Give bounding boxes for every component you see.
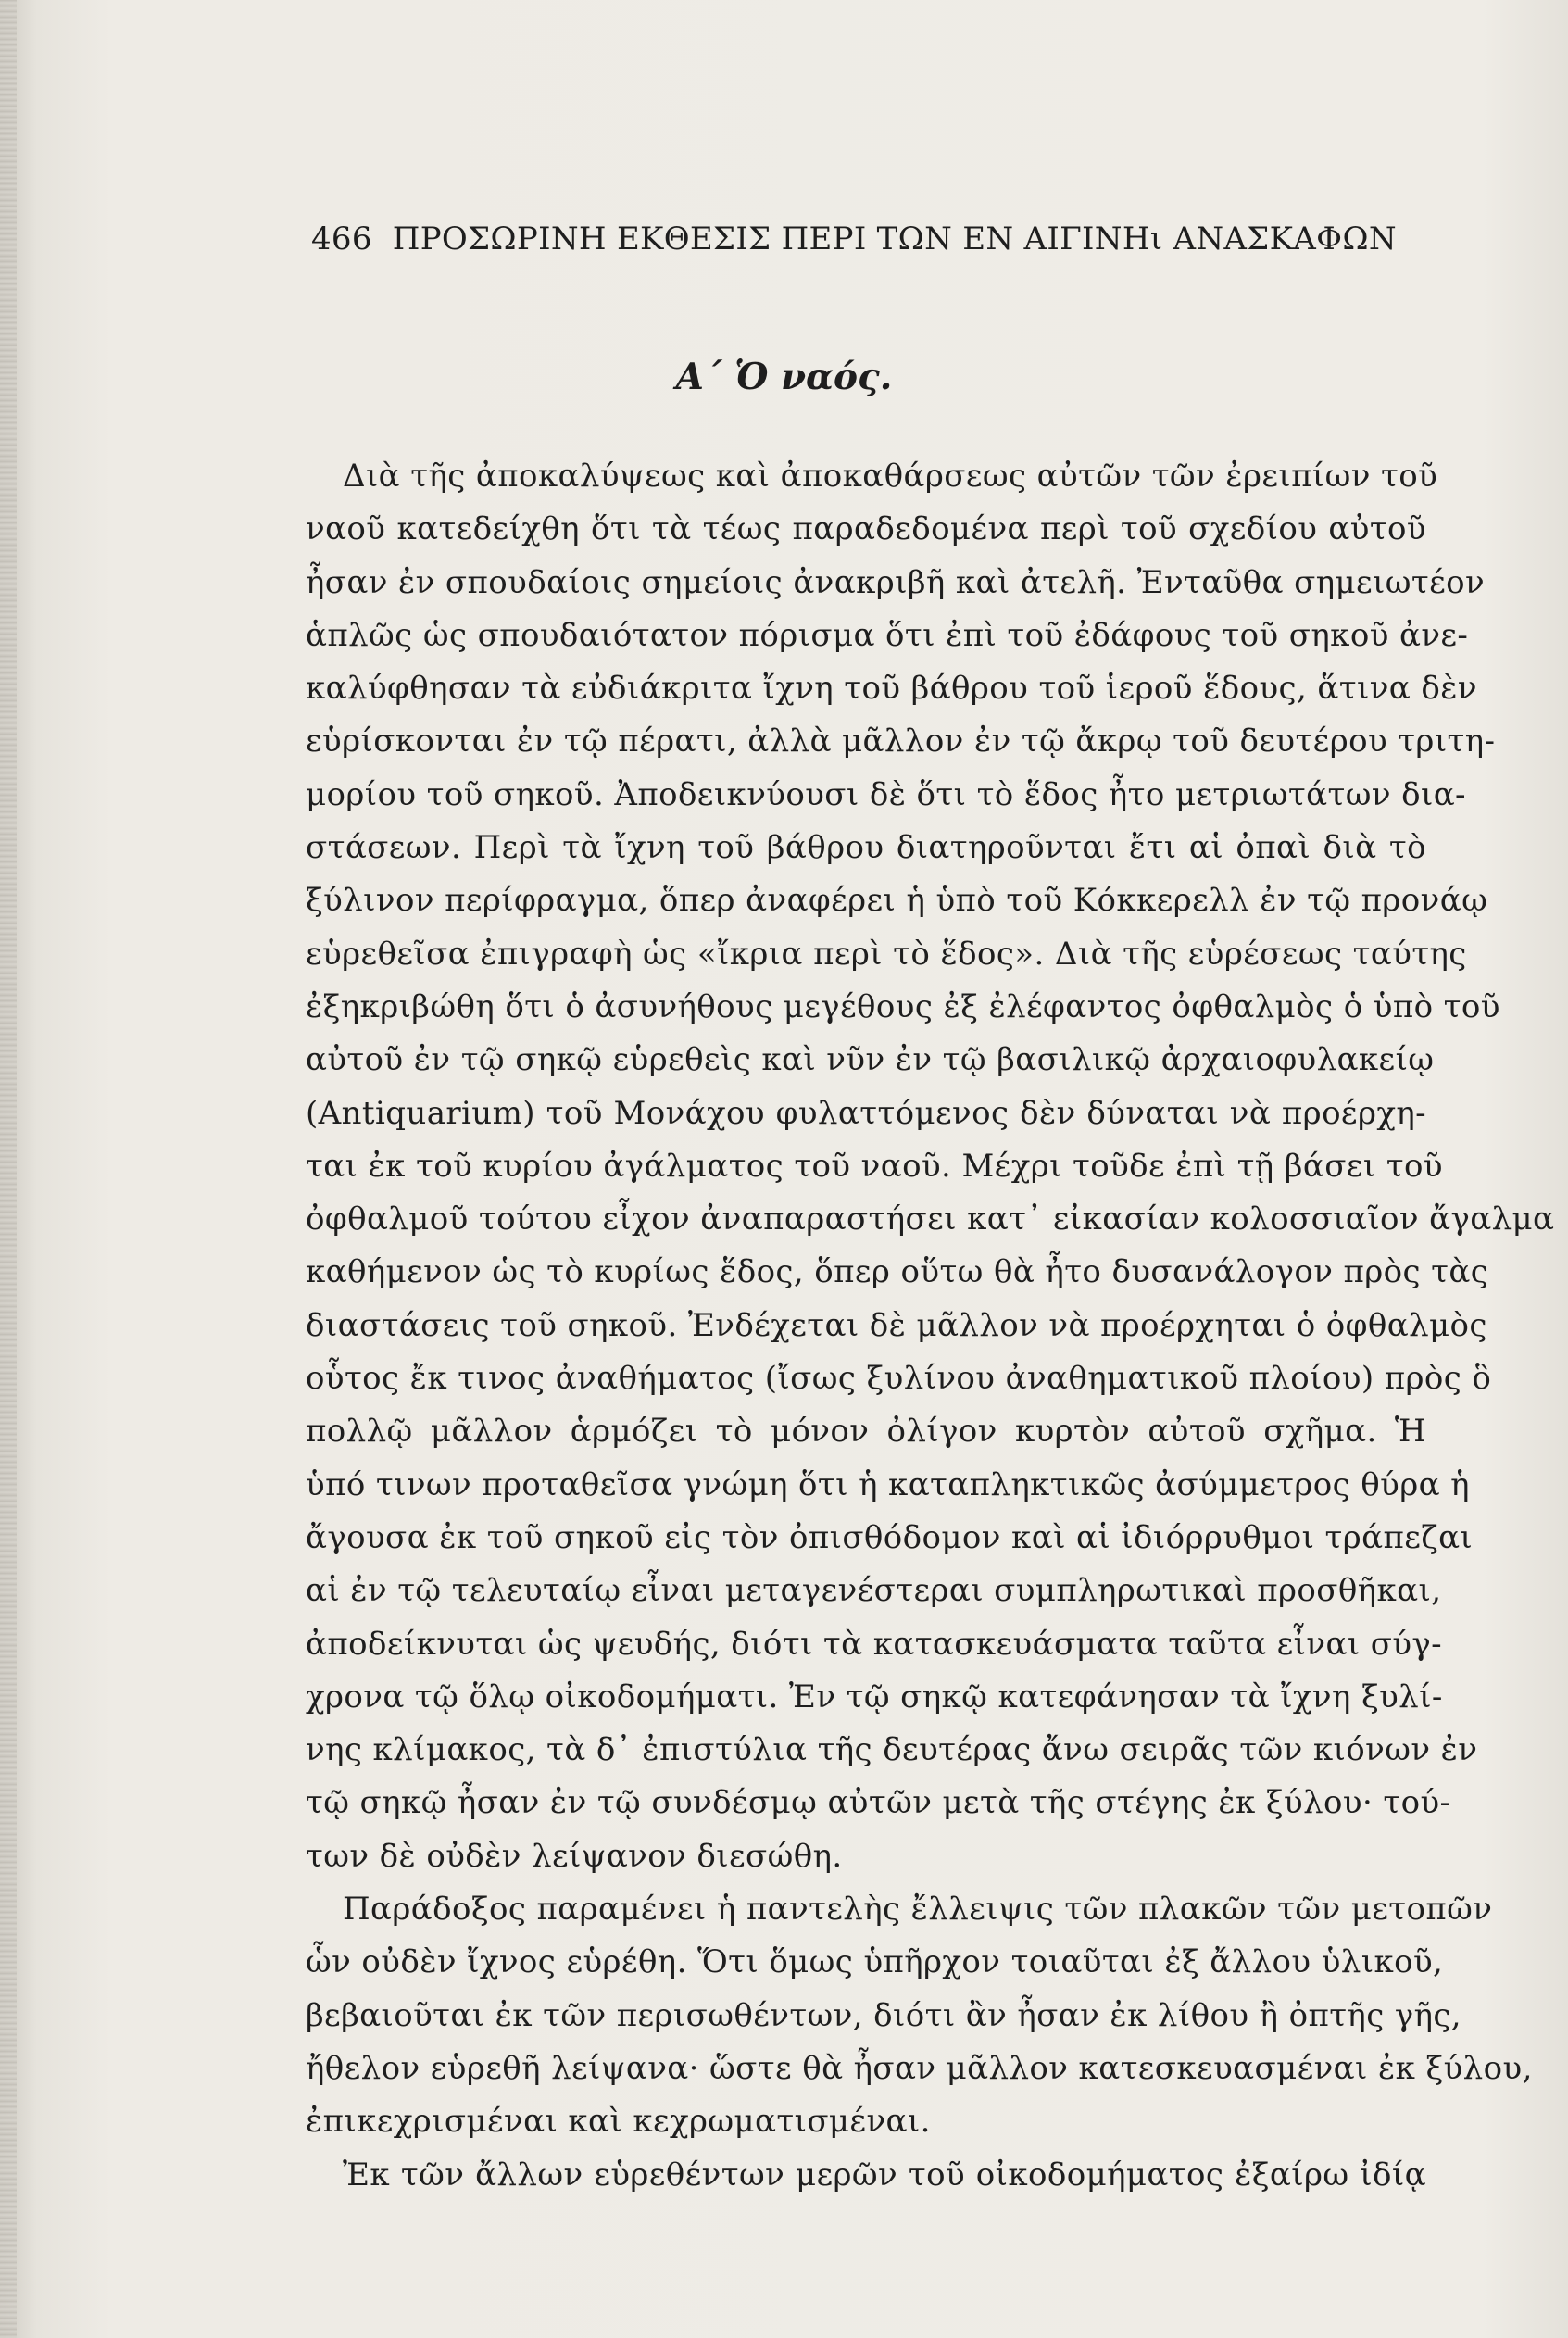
text-line: εὑρίσκονται ἐν τῷ πέρατι, ἀλλὰ μᾶλλον ἐν τῷ ἄκρῳ τοῦ δευτέρου τριτη- xyxy=(306,723,1496,760)
text-line: ἀποδείκνυται ὡς ψευδής, διότι τὰ κατασκευάσματα ταῦτα εἶναι σύγ- xyxy=(306,1625,1443,1663)
page-number: 466 xyxy=(311,220,372,258)
text-line: Διὰ τῆς ἀποκαλύψεως καὶ ἀποκαθάρσεως αὐτῶν τῶν ἐρειπίων τοῦ xyxy=(343,458,1438,495)
text-line: ἁπλῶς ὡς σπουδαιότατον πόρισμα ὅτι ἐπὶ τοῦ ἐδάφους τοῦ σηκοῦ ἀνε- xyxy=(306,616,1469,654)
text-line: διαστάσεις τοῦ σηκοῦ. Ἐνδέχεται δὲ μᾶλλον νὰ προέρχηται ὁ ὀφθαλμὸς xyxy=(306,1306,1487,1344)
text-line: ἤθελον εὑρεθῆ λείψανα· ὥστε θὰ ἦσαν μᾶλλον κατεσκευασμέναι ἐκ ξύλου, xyxy=(306,2049,1533,2087)
text-line: οὗτος ἔκ τινος ἀναθήματος (ἴσως ξυλίνου ἀναθηματικοῦ πλοίου) πρὸς ὃ xyxy=(306,1360,1492,1398)
text-line: ται ἐκ τοῦ κυρίου ἀγάλματος τοῦ ναοῦ. Μέχρι τοῦδε ἐπὶ τῇ βάσει τοῦ xyxy=(306,1147,1443,1185)
text-line: βεβαιοῦται ἐκ τῶν περισωθέντων, διότι ἂν ἦσαν ἐκ λίθου ἢ ὀπτῆς γῆς, xyxy=(306,1996,1461,2034)
text-line: πολλῷ μᾶλλον ἁρμόζει τὸ μόνον ὀλίγον κυρτὸν αὐτοῦ σχῆμα. Ἡ xyxy=(306,1413,1426,1451)
body-text xyxy=(306,450,1555,2202)
text-line: μορίου τοῦ σηκοῦ. Ἀποδεικνύουσι δὲ ὅτι τὸ ἕδος ἦτο μετριωτάτων δια- xyxy=(306,775,1466,813)
text-line: ὧν οὐδὲν ἴχνος εὑρέθη. Ὅτι ὅμως ὑπῆρχον τοιαῦται ἐξ ἄλλου ὑλικοῦ, xyxy=(306,1943,1444,1981)
text-line: ἄγουσα ἐκ τοῦ σηκοῦ εἰς τὸν ὀπισθόδομον καὶ αἱ ἰδιόρρυθμοι τράπεζαι xyxy=(306,1518,1474,1556)
text-line: στάσεων. Περὶ τὰ ἴχνη τοῦ βάθρου διατηροῦνται ἔτι αἱ ὀπαὶ διὰ τὸ xyxy=(306,829,1426,867)
text-line: Παράδοξος παραμένει ἡ παντελὴς ἔλλειψις τῶν πλακῶν τῶν μετοπῶν xyxy=(343,1891,1493,1929)
text-line: ἐξηκριβώθη ὅτι ὁ ἀσυνήθους μεγέθους ἐξ ἐλέφαντος ὀφθαλμὸς ὁ ὑπὸ τοῦ xyxy=(306,987,1500,1025)
text-line: αἱ ἐν τῷ τελευταίῳ εἶναι μεταγενέστεραι συμπληρωτικαὶ προσθῆκαι, xyxy=(306,1572,1442,1610)
text-line: αὐτοῦ ἐν τῷ σηκῷ εὑρεθεὶς καὶ νῦν ἐν τῷ βασιλικῷ ἀρχαιοφυλακείῳ xyxy=(306,1041,1435,1079)
text-line: Ἐκ τῶν ἄλλων εὑρεθέντων μερῶν τοῦ οἰκοδομήματος ἐξαίρω ἰδίᾳ xyxy=(343,2156,1426,2193)
text-line: τῷ σηκῷ ἦσαν ἐν τῷ συνδέσμῳ αὐτῶν μετὰ τῆς στέγης ἐκ ξύλου· τού- xyxy=(306,1784,1451,1822)
text-line: νης κλίμακος, τὰ δ᾽ ἐπιστύλια τῆς δευτέρας ἄνω σειρᾶς τῶν κιόνων ἐν xyxy=(306,1731,1478,1769)
text-line: (Antiquarium) τοῦ Μονάχου φυλαττόμενος δὲν δύναται νὰ προέρχη- xyxy=(306,1094,1426,1132)
text-line: ὀφθαλμοῦ τούτου εἶχον ἀναπαραστήσει κατ᾽ εἰκασίαν κολοσσιαῖον ἄγαλμα xyxy=(306,1200,1555,1238)
text-line: ὑπό τινων προταθεῖσα γνώμη ὅτι ἡ καταπληκτικῶς ἀσύμμετρος θύρα ἡ xyxy=(306,1465,1470,1503)
text-line: ἐπικεχρισμέναι καὶ κεχρωματισμέναι. xyxy=(306,2103,931,2141)
text-line: ξύλινον περίφραγμα, ὅπερ ἀναφέρει ἡ ὑπὸ τοῦ Κόκκερελλ ἐν τῷ προνάῳ xyxy=(306,882,1488,920)
text-line: καλύφθησαν τὰ εὐδιάκριτα ἴχνη τοῦ βάθρου τοῦ ἱεροῦ ἕδους, ἅτινα δὲν xyxy=(306,670,1477,708)
text-line: χρονα τῷ ὅλῳ οἰκοδομήματι. Ἐν τῷ σηκῷ κατεφάνησαν τὰ ἴχνη ξυλί- xyxy=(306,1678,1443,1716)
running-head xyxy=(311,220,1395,258)
text-line: καθήμενον ὡς τὸ κυρίως ἕδος, ὅπερ οὕτω θὰ ἦτο δυσανάλογον πρὸς τὰς xyxy=(306,1253,1489,1291)
page-gutter xyxy=(0,0,17,2338)
section-heading: Α΄ Ὁ ναός. xyxy=(675,356,893,398)
text-line: ἦσαν ἐν σπουδαίοις σημείοις ἀνακριβῆ καὶ ἀτελῆ. Ἐνταῦθα σημειωτέον xyxy=(306,563,1486,601)
text-line: εὑρεθεῖσα ἐπιγραφὴ ὡς «ἴκρια περὶ τὸ ἕδος». Διὰ τῆς εὑρέσεως ταύτης xyxy=(306,935,1467,973)
text-line: των δὲ οὐδὲν λείψανον διεσώθη. xyxy=(306,1837,843,1875)
text-line: ναοῦ κατεδείχθη ὅτι τὰ τέως παραδεδομένα περὶ τοῦ σχεδίου αὐτοῦ xyxy=(306,510,1426,548)
running-title: ΠΡΟΣΩΡΙΝΗ ΕΚΘΕΣΙΣ ΠΕΡΙ ΤΩΝ ΕΝ ΑΙΓΙΝΗι ΑΝΑΣΚΑΦΩΝ xyxy=(392,220,1397,258)
